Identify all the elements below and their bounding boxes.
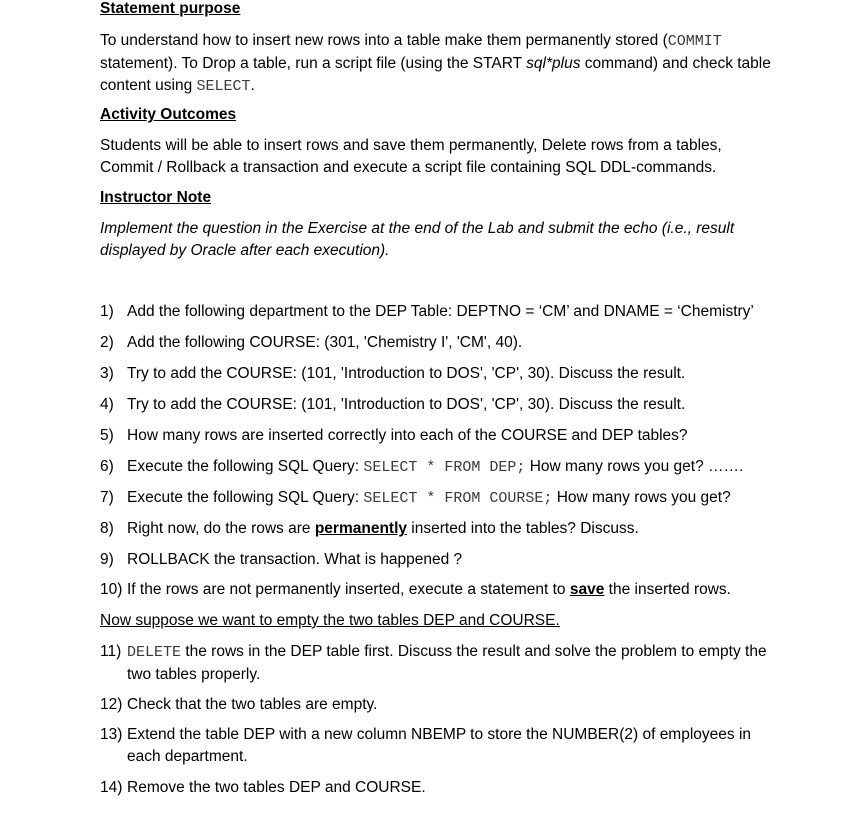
question-item [100, 363, 776, 385]
commit-code: COMMIT [667, 33, 722, 50]
question-number: 5) [100, 427, 114, 444]
purpose-text-part: command) and check table content using [100, 55, 771, 94]
purpose-text-part: To understand how to insert new rows into a table make them permanently stored ( [100, 32, 668, 49]
question-text-part: How many rows you get? [552, 489, 731, 506]
question-item [100, 425, 776, 447]
question-item [100, 724, 776, 768]
question-number: 12) [100, 696, 123, 713]
question-item [100, 777, 776, 799]
question-text: Extend the table DEP with a new column NBEMP to store the NUMBER(2) of employees in each department. [127, 726, 752, 765]
question-item [100, 641, 776, 686]
question-number: 4) [100, 396, 114, 413]
purpose-text-part: . [250, 77, 255, 94]
question-number: 9) [100, 551, 114, 568]
note-text: Implement the question in the Exercise at the end of the Lab and submit the echo (i.e., result displayed by Oracle after each execution). [100, 220, 735, 259]
sql-code: SELECT * FROM DEP; [363, 459, 526, 476]
note-heading: Instructor Note [100, 189, 212, 206]
question-number: 1) [100, 303, 114, 320]
question-item [100, 487, 776, 510]
purpose-section [100, 0, 776, 18]
question-item [100, 332, 776, 354]
question-text [127, 487, 776, 510]
question-text: Try to add the COURSE: (101, 'Introduction to DOS', 'CP', 30). Discuss the result. [127, 396, 686, 413]
section-separator [100, 610, 776, 632]
question-number: 10) [100, 581, 123, 598]
question-number: 8) [100, 520, 114, 537]
note-section [100, 189, 776, 207]
question-item [100, 549, 776, 571]
question-text: ROLLBACK the transaction. What is happened ? [127, 551, 463, 568]
question-number: 13) [100, 726, 123, 743]
question-text-part: Right now, do the rows are [127, 520, 315, 537]
question-text-part: Execute the following SQL Query: [127, 458, 364, 475]
question-text: Remove the two tables DEP and COURSE. [127, 779, 426, 796]
question-number: 14) [100, 779, 123, 796]
question-text: Add the following COURSE: (301, 'Chemistry I', 'CM', 40). [127, 334, 523, 351]
purpose-heading: Statement purpose [100, 0, 241, 17]
question-number: 3) [100, 365, 114, 382]
question-text-part: the rows in the DEP table first. Discuss the result and solve the problem to empty the two tables properly. [127, 643, 767, 683]
question-number: 11) [100, 643, 122, 660]
question-item [100, 456, 776, 479]
select-code: SELECT [196, 78, 251, 95]
question-text: How many rows are inserted correctly into each of the COURSE and DEP tables? [127, 427, 688, 444]
question-item [100, 394, 776, 416]
question-text [127, 641, 776, 686]
question-item [100, 694, 776, 716]
question-text: Try to add the COURSE: (101, 'Introduction to DOS', 'CP', 30). Discuss the result. [127, 365, 686, 382]
separator-text: Now suppose we want to empty the two tables DEP and COURSE. [100, 612, 560, 629]
outcomes-section [100, 106, 776, 124]
purpose-text-part: statement). To Drop a table, run a script file (using the START [100, 55, 527, 72]
emphasis-word: permanently [314, 520, 407, 537]
question-text-part: Execute the following SQL Query: [127, 489, 364, 506]
question-item [100, 301, 776, 323]
question-text [127, 579, 776, 601]
sql-code: SELECT * FROM COURSE; [363, 490, 553, 507]
question-number: 7) [100, 489, 114, 506]
outcomes-text: Students will be able to insert rows and save them permanently, Delete rows from a tables, Commit / Rollback a transaction and execute a script file containing SQL DDL-commands. [100, 137, 722, 176]
question-text [127, 518, 776, 540]
purpose-text [100, 30, 776, 98]
question-item [100, 518, 776, 540]
question-text-part: the inserted rows. [604, 581, 731, 598]
question-text-part: inserted into the tables? Discuss. [407, 520, 639, 537]
sql-code: DELETE [127, 644, 182, 661]
emphasis-word: save [569, 581, 605, 598]
outcomes-heading: Activity Outcomes [100, 106, 237, 123]
question-text [127, 456, 776, 479]
question-number: 6) [100, 458, 114, 475]
question-text-part: If the rows are not permanently inserted, execute a statement to [127, 581, 570, 598]
question-text: Check that the two tables are empty. [127, 696, 378, 713]
sqlplus-italic: sql*plus [526, 55, 581, 72]
question-text: Add the following department to the DEP Table: DEPTNO = ‘CM’ and DNAME = ‘Chemistry’ [127, 303, 754, 320]
question-text-part: How many rows you get? ……. [525, 458, 744, 475]
question-number: 2) [100, 334, 114, 351]
question-item [100, 579, 776, 601]
